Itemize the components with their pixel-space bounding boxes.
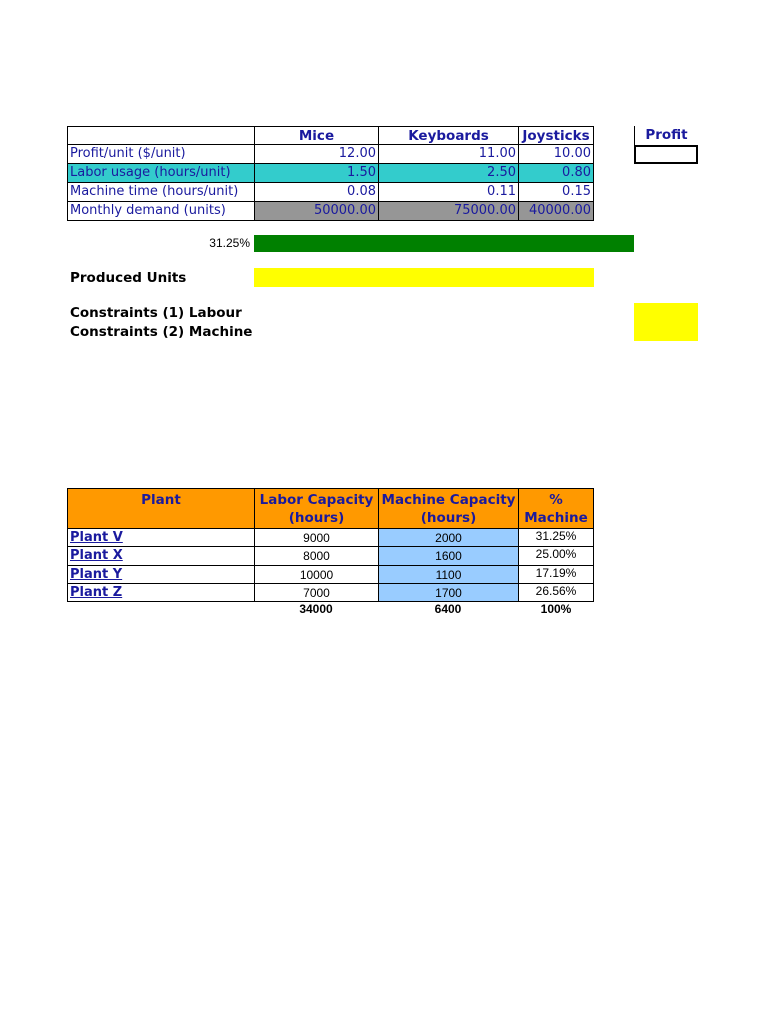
labor-capacity-header: [254, 488, 378, 529]
progress-bar-fill: [254, 235, 634, 252]
pct-machine-header-line1: %: [549, 492, 563, 508]
header-mice: Mice: [254, 126, 378, 145]
total-labor: 34000: [299, 602, 333, 616]
pct-x: 25.00%: [518, 547, 594, 566]
cell-demand-mice[interactable]: 50000.00: [254, 202, 378, 221]
cell-machine-keyboards[interactable]: 0.11: [378, 183, 518, 202]
cell-labor-mice[interactable]: 1.50: [254, 164, 378, 183]
labor-y[interactable]: 10000: [254, 566, 378, 584]
plant-name-x: Plant X: [67, 547, 254, 566]
profit-value-box[interactable]: [634, 145, 698, 164]
profit-label: Profit: [634, 126, 698, 145]
machine-y[interactable]: 1100: [378, 566, 518, 584]
plant-name-z: Plant Z: [67, 584, 254, 602]
machine-capacity-header: [378, 488, 518, 529]
labor-capacity-header-line2: (hours): [288, 510, 345, 526]
labor-capacity-header-line1: Labor Capacity: [259, 492, 374, 508]
machine-v[interactable]: 2000: [378, 529, 518, 547]
labor-z[interactable]: 7000: [254, 584, 378, 602]
machine-capacity-header-line1: Machine Capacity: [381, 492, 516, 508]
cell-labor-joysticks[interactable]: 0.80: [518, 164, 594, 183]
cell-machine-joysticks[interactable]: 0.15: [518, 183, 594, 202]
cell-demand-joysticks[interactable]: 40000.00: [518, 202, 594, 221]
machine-capacity-header-line2: (hours): [420, 510, 477, 526]
cell-profit-keyboards[interactable]: 11.00: [378, 145, 518, 164]
produced-units-input[interactable]: [254, 268, 594, 287]
cell-profit-joysticks[interactable]: 10.00: [518, 145, 594, 164]
products-header-empty: [67, 126, 254, 145]
progress-percent-label: 31.25%: [209, 236, 250, 250]
machine-x[interactable]: 1600: [378, 547, 518, 566]
header-keyboards: Keyboards: [378, 126, 518, 145]
pct-z: 26.56%: [518, 584, 594, 602]
constraint-machine-label: Constraints (2) Machine: [70, 324, 253, 340]
cell-demand-keyboards[interactable]: 75000.00: [378, 202, 518, 221]
progress-track: [254, 235, 634, 252]
constraint-labour-label: Constraints (1) Labour: [70, 305, 242, 321]
machine-z[interactable]: 1700: [378, 584, 518, 602]
labor-v[interactable]: 9000: [254, 529, 378, 547]
plant-name-y: Plant Y: [67, 566, 254, 584]
total-machine: 6400: [434, 602, 462, 616]
cell-profit-mice[interactable]: 12.00: [254, 145, 378, 164]
pct-v: 31.25%: [518, 529, 594, 547]
plant-header: [67, 488, 254, 529]
row-label-machine-time: Machine time (hours/unit): [67, 183, 254, 202]
cell-labor-keyboards[interactable]: 2.50: [378, 164, 518, 183]
total-pct: 100%: [540, 602, 572, 616]
row-label-profit-unit: Profit/unit ($/unit): [67, 145, 254, 164]
cell-machine-mice[interactable]: 0.08: [254, 183, 378, 202]
produced-units-label: Produced Units: [70, 270, 187, 286]
pct-machine-header-line2: Machine: [524, 510, 588, 526]
plant-header-label: Plant: [141, 492, 181, 508]
pct-machine-header: [518, 488, 594, 529]
plant-name-v: Plant V: [67, 529, 254, 547]
row-label-labor-usage: Labor usage (hours/unit): [67, 164, 254, 183]
header-joysticks: Joysticks: [518, 126, 594, 145]
pct-y: 17.19%: [518, 566, 594, 584]
constraints-input[interactable]: [634, 303, 698, 341]
labor-x[interactable]: 8000: [254, 547, 378, 566]
row-label-monthly-demand: Monthly demand (units): [67, 202, 254, 221]
